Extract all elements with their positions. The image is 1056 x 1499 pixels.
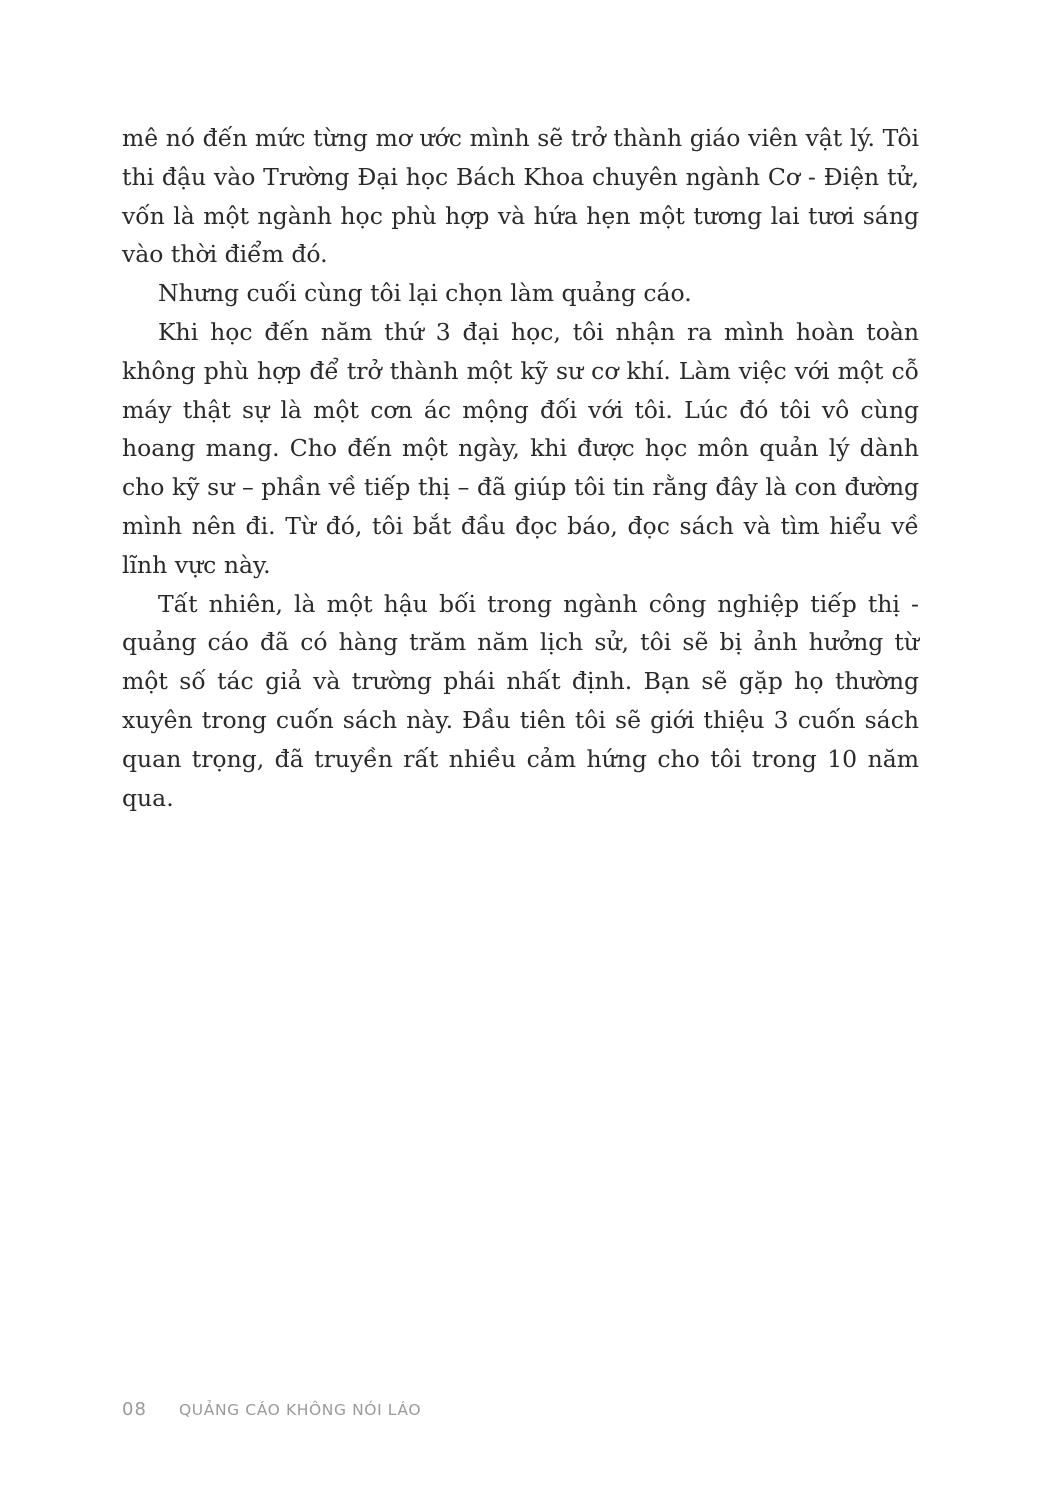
body-text <box>122 119 919 817</box>
paragraph: Khi học đến năm thứ 3 đại học, tôi nhận ra mình hoàn toàn không phù hợp để trở thành một kỹ sư cơ khí. Làm việc với một cỗ máy thật sự là một cơn ác mộng đối với tôi. Lúc đó tôi vô cùng hoang mang. Cho đến một ngày, khi được học môn quản lý dành cho kỹ sư – phần về tiếp thị – đã giúp tôi tin rằng đây là con đường mình nên đi. Từ đó, tôi bắt đầu đọc báo, đọc sách và tìm hiểu về lĩnh vực này. <box>122 317 919 579</box>
paragraph: Nhưng cuối cùng tôi lại chọn làm quảng cáo. <box>158 279 692 308</box>
page-footer <box>122 1399 421 1420</box>
running-title: QUẢNG CÁO KHÔNG NÓI LÁO <box>179 1401 422 1419</box>
paragraph: Tất nhiên, là một hậu bối trong ngành công nghiệp tiếp thị - quảng cáo đã có hàng trăm năm lịch sử, tôi sẽ bị ảnh hưởng từ một số tác giả và trường phái nhất định. Bạn sẽ gặp họ thường xuyên trong cuốn sách này. Đầu tiên tôi sẽ giới thiệu 3 cuốn sách quan trọng, đã truyền rất nhiều cảm hứng cho tôi trong 10 năm qua. <box>122 589 919 812</box>
paragraph-continued: mê nó đến mức từng mơ ước mình sẽ trở thành giáo viên vật lý. Tôi thi đậu vào Trường Đại học Bách Khoa chuyên ngành Cơ - Điện tử, vốn là một ngành học phù hợp và hứa hẹn một tương lai tươi sáng vào thời điểm đó. <box>122 124 919 269</box>
page-number: 08 <box>122 1399 147 1420</box>
